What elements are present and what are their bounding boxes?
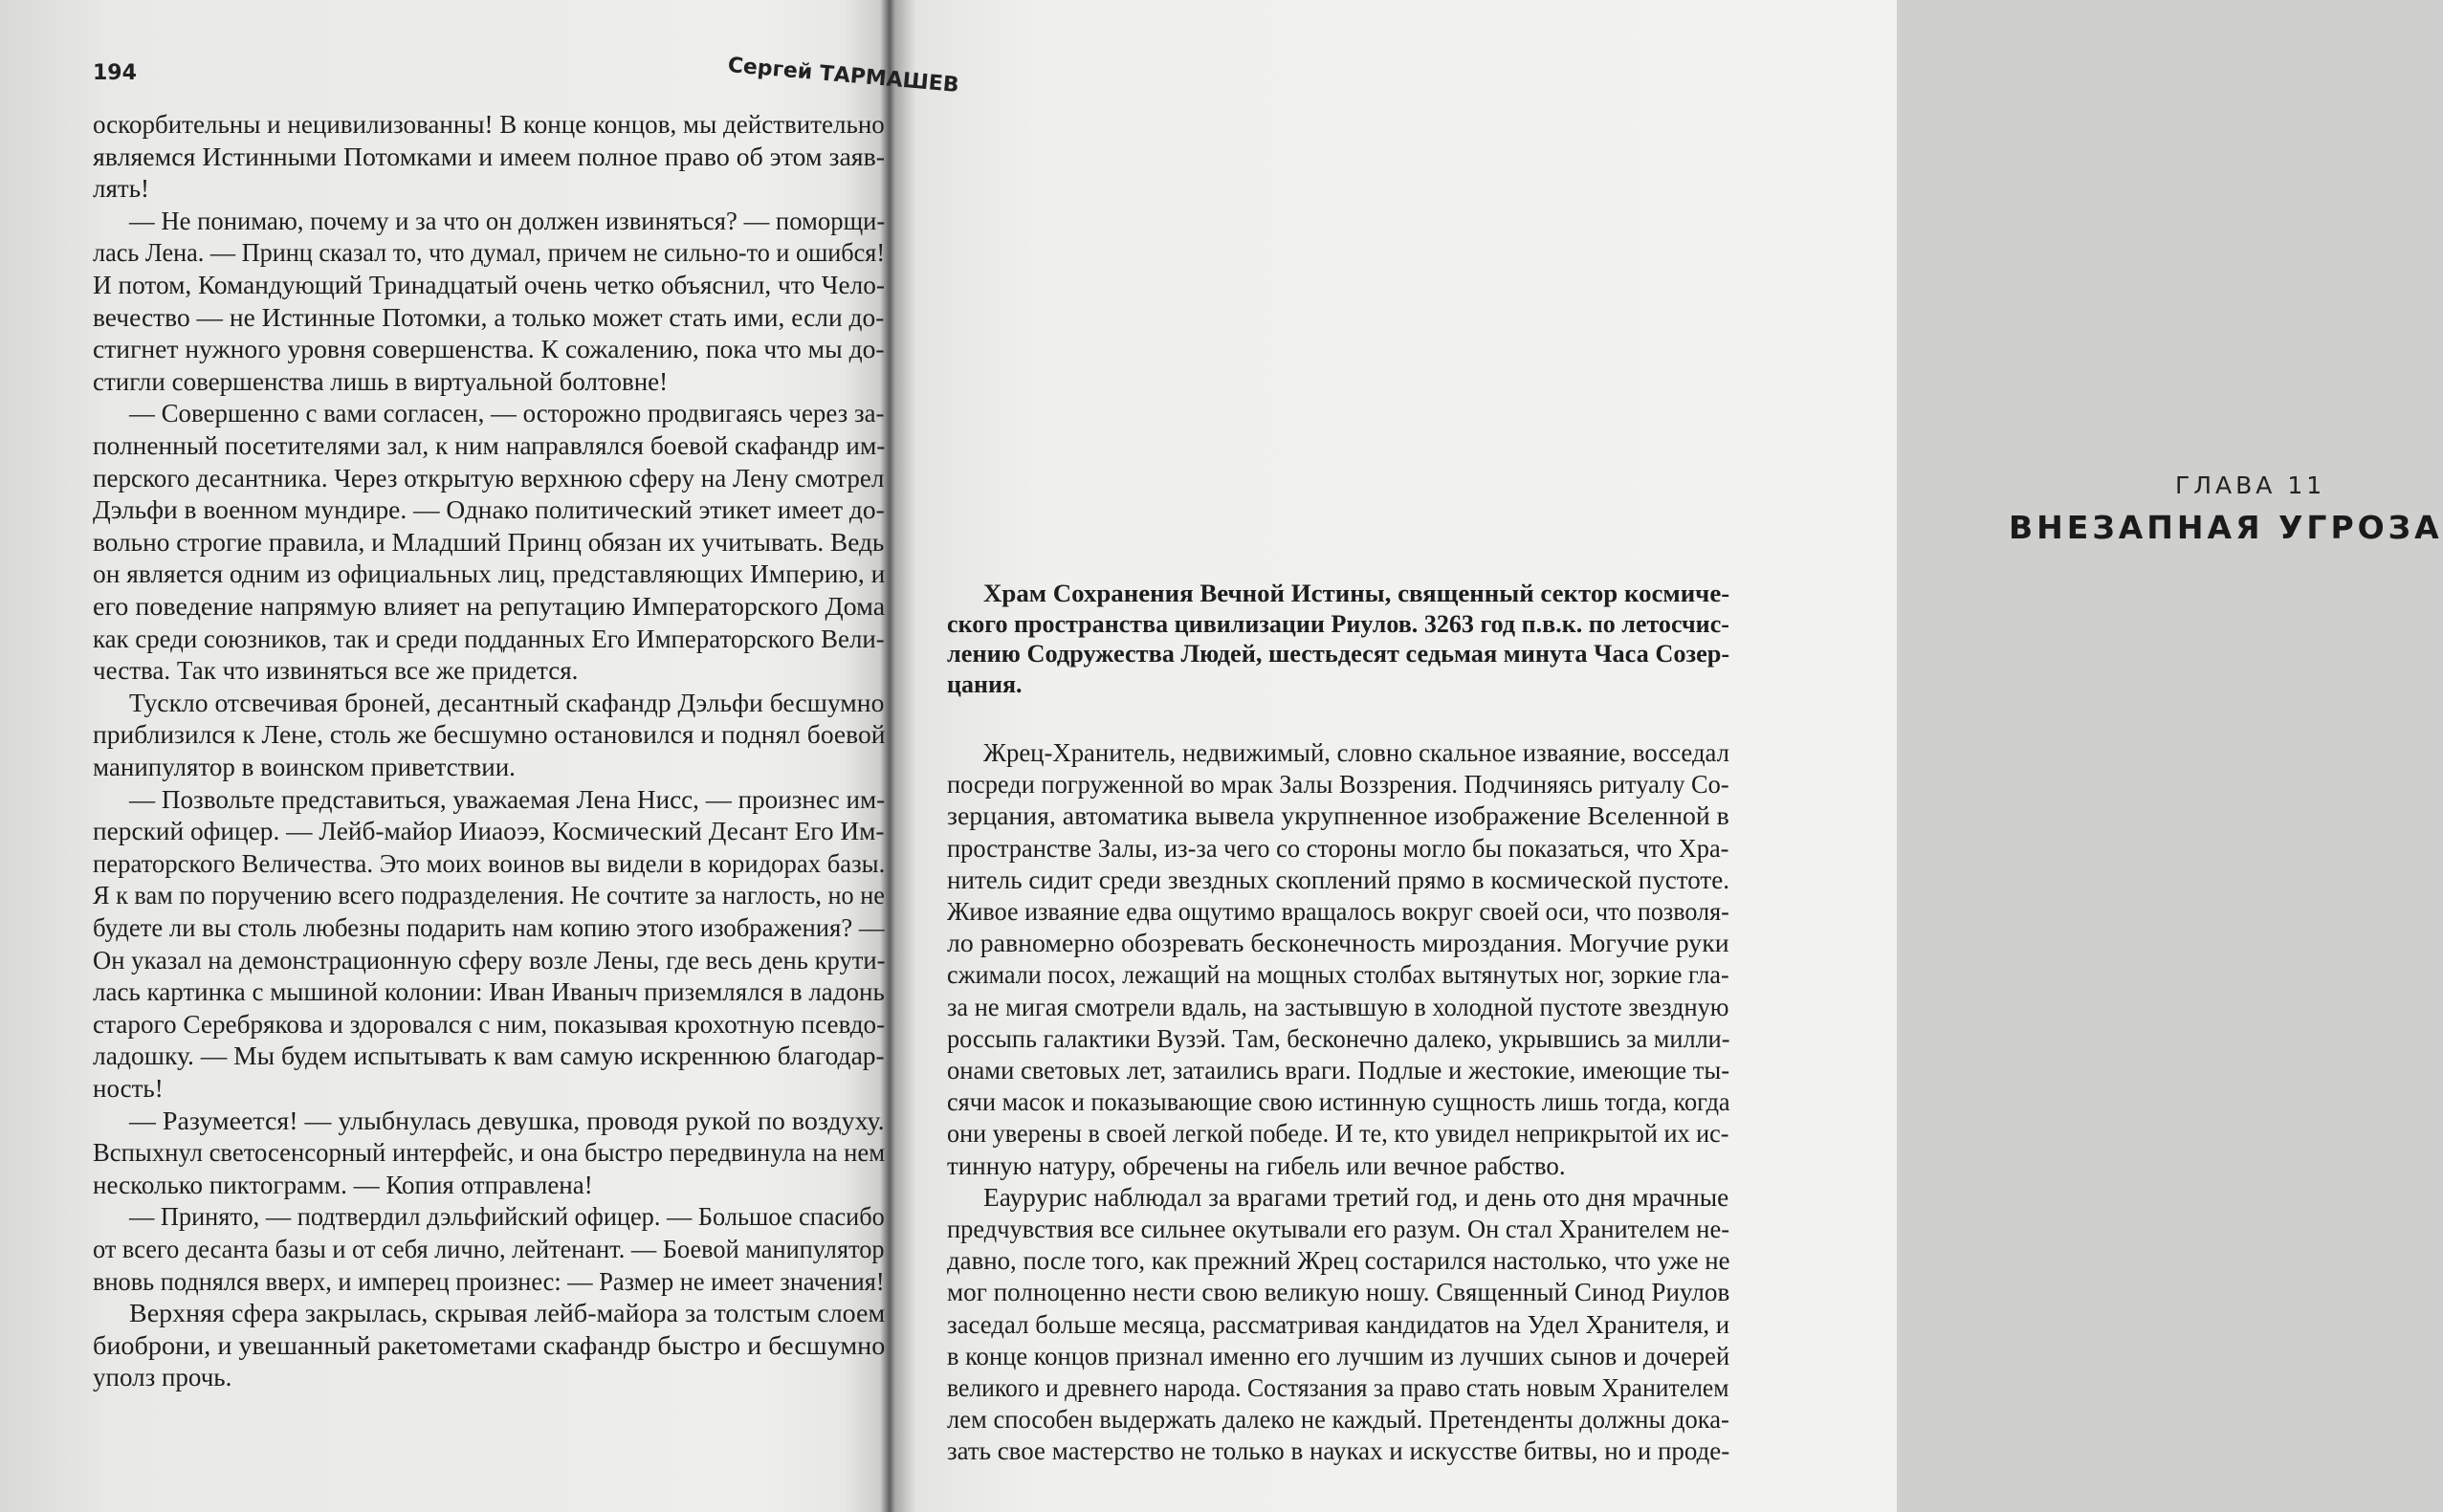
right-text-line: ло равномерно обозревать бесконечность мироздания. Могучие руки [947, 929, 1729, 958]
left-text-line: стигнет нужного уровня совершенства. К сожалению, пока что мы до- [93, 335, 885, 364]
right-text-line: зать свое мастерство не только в науках и искусстве битвы, но и проде- [947, 1436, 1730, 1466]
left-text-line: вечество — не Истинные Потомки, а только может стать ими, если до- [93, 302, 885, 332]
right-text-line: предчувствия все сильнее окутывали его разум. Он стал Хранителем не- [947, 1215, 1730, 1243]
left-text-line: как среди союзников, так и среди подданных Его Императорского Вели- [93, 624, 885, 653]
left-text-line: лась Лена. — Принц сказал то, что думал, причем не сильно-то и ошибся! [93, 238, 886, 268]
right-text-line: давно, после того, как прежний Жрец состарился настолько, что уже не [947, 1246, 1730, 1276]
left-text-line: Тускло отсвечивая броней, десантный скафандр Дэльфи бесшумно [129, 688, 885, 717]
left-text-line: перского десантника. Через открытую верхнюю сферу на Лену смотрел [93, 463, 885, 493]
left-text-line: чества. Так что извиняться все же придется. [93, 656, 579, 686]
left-text-line: — Разумеется! — улыбнулась девушка, проводя рукой по воздуху. [129, 1106, 885, 1135]
epigraph-line: ского пространства цивилизации Риулов. 3263 год п.в.к. по летосчис- [947, 609, 1729, 638]
epigraph-line: цания. [947, 669, 1023, 698]
left-text-line: старого Серебрякова и здоровался с ним, показывая крохотную псевдо- [93, 1009, 886, 1039]
right-text-line: сячи масок и показывающие свою истинную сущность лишь тогда, когда [947, 1087, 1730, 1117]
right-text-line: они уверены в своей легкой победе. И те, кто увидел неприкрытой их ис- [947, 1119, 1729, 1149]
left-text-line: манипулятор в воинском приветствии. [93, 753, 516, 781]
right-text-line: великого и древнего народа. Состязания за право стать новым Хранителем [947, 1373, 1729, 1402]
left-text-line: оскорбительны и нецивилизованны! В конце концов, мы действительно [93, 110, 885, 139]
left-text-line: несколько пиктограмм. — Копия отправлена! [93, 1170, 593, 1199]
right-text-line: нитель сидит среди звездных скоплений прямо в космической пустоте. [947, 865, 1729, 894]
epigraph-line: Храм Сохранения Вечной Истины, священный сектор космиче- [983, 580, 1730, 607]
right-text-line: за не мигая смотрели вдаль, на застывшую в холодной пустоте звездную [947, 992, 1729, 1021]
right-text-line: сжимали посох, лежащий на мощных столбах вытянутых ног, зоркие гла- [947, 960, 1729, 990]
left-text-line: полненный посетителями зал, к ним направлялся боевой скафандр им- [93, 431, 886, 460]
left-page [0, 0, 960, 1512]
right-page [899, 0, 2443, 1512]
left-text-line: уполз прочь. [93, 1363, 232, 1392]
left-text-line: — Совершенно с вами согласен, — осторожно продвигаясь через за- [129, 399, 885, 428]
right-text-line: мог полноценно нести свою великую ношу. Священный Синод Риулов [947, 1278, 1730, 1307]
left-text-line: Дэльфи в военном мундире. — Однако политический этикет имеет до- [93, 495, 885, 525]
right-text-line: зерцания, автоматика вывела укрупненное изображение Вселенной в [947, 801, 1729, 831]
left-text-line: он является одним из официальных лиц, представляющих Империю, и [93, 559, 886, 589]
chapter-label: ГЛАВА 11 [2175, 471, 2326, 499]
left-text-line: вольно строгие правила, и Младший Принц обязан их учитывать. Ведь [93, 527, 885, 557]
left-text-line: лять! [93, 174, 149, 204]
right-text-line: онами световых лет, затаились враги. Подлые и жестокие, имеющие ты- [947, 1056, 1730, 1085]
right-text-line: тинную натуру, обречены на гибель или вечное рабство. [947, 1150, 1566, 1180]
running-head-author: Сергей ТАРМАШЕВ [726, 54, 960, 99]
right-text-line: пространстве Залы, из-за чего со стороны могло бы показаться, что Хра- [947, 833, 1729, 863]
left-text-line: Верхняя сфера закрылась, скрывая лейб-майора за толстым слоем [129, 1299, 886, 1328]
left-text-line: Он указал на демонстрационную сферу возле Лены, где весь день крути- [93, 945, 886, 975]
right-text-line: посреди погруженной во мрак Залы Воззрения. Подчиняясь ритуалу Со- [947, 770, 1729, 800]
left-text-line: Я к вам по поручению всего подразделения. Не сочтите за наглость, но не [93, 881, 885, 910]
left-text-line: — Не понимаю, почему и за что он должен извиняться? — поморщи- [129, 206, 886, 235]
left-text-line: И потом, Командующий Тринадцатый очень четко объяснил, что Чело- [93, 271, 885, 299]
left-text-line: лась картинка с мышиной колонии: Иван Иваныч приземлялся в ладонь [93, 977, 885, 1007]
right-text-line: в конце концов признал именно его лучшим из лучших сынов и дочерей [947, 1341, 1730, 1370]
chapter-title: ВНЕЗАПНАЯ УГРОЗА [2009, 509, 2443, 546]
left-text-line: его поведение напрямую влияет на репутацию Императорского Дома [93, 592, 886, 621]
right-text-line: россыпь галактики Вузэй. Там, бесконечно далеко, укрывшись за милли- [947, 1023, 1730, 1053]
left-text-line: вновь поднялся вверх, и имперец произнес: — Размер не имеет значения! [93, 1266, 885, 1296]
left-text-line: ператорского Величества. Это моих воинов вы видели в коридорах базы. [93, 848, 886, 878]
left-text-line: будете ли вы столь любезны подарить нам копию этого изображения? — [93, 913, 885, 942]
left-text-line: стигли совершенства лишь в виртуальной болтовне! [93, 366, 669, 396]
left-text-line: — Принято, — подтвердил дэльфийский офицер. — Большое спасибо [129, 1202, 885, 1232]
left-text-line: являемся Истинными Потомками и имеем полное право об этом заяв- [93, 142, 886, 171]
left-text-line: Вспыхнул светосенсорный интерфейс, и она быстро передвинула на нем [93, 1138, 886, 1168]
left-text-line: перский офицер. — Лейб-майор Ииаоээ, Космический Десант Его Им- [93, 817, 885, 846]
right-text-line: заседал больше месяца, рассматривая кандидатов на Удел Хранителя, и [947, 1309, 1730, 1339]
left-text-line: — Позвольте представиться, уважаемая Лена Нисс, — произнес им- [129, 784, 886, 814]
left-text-line: биоброни, и увешанный ракетометами скафандр быстро и бесшумно [93, 1330, 886, 1360]
left-text-line: приблизился к Лене, столь же бесшумно остановился и поднял боевой [93, 720, 886, 750]
right-text-line: Еаурурис наблюдал за врагами третий год, и день ото дня мрачные [983, 1182, 1729, 1212]
left-text-line: от всего десанта базы и от себя лично, лейтенант. — Боевой манипулятор [93, 1235, 885, 1263]
right-text-line: Живое изваяние едва ощутимо вращалось вокруг своей оси, что позволя- [947, 897, 1729, 926]
left-text-line: ность! [93, 1074, 164, 1103]
epigraph-line: лению Содружества Людей, шестьдесят седьмая минута Часа Созер- [947, 640, 1730, 668]
left-text-line: ладошку. — Мы будем испытывать к вам самую искреннюю благодар- [93, 1041, 885, 1071]
right-text-line: лем способен выдержать далеко не каждый. Претенденты должны дока- [947, 1405, 1729, 1435]
right-text-line: Жрец-Хранитель, недвижимый, словно скальное изваяние, восседал [983, 738, 1729, 767]
page-number: 194 [93, 61, 137, 85]
